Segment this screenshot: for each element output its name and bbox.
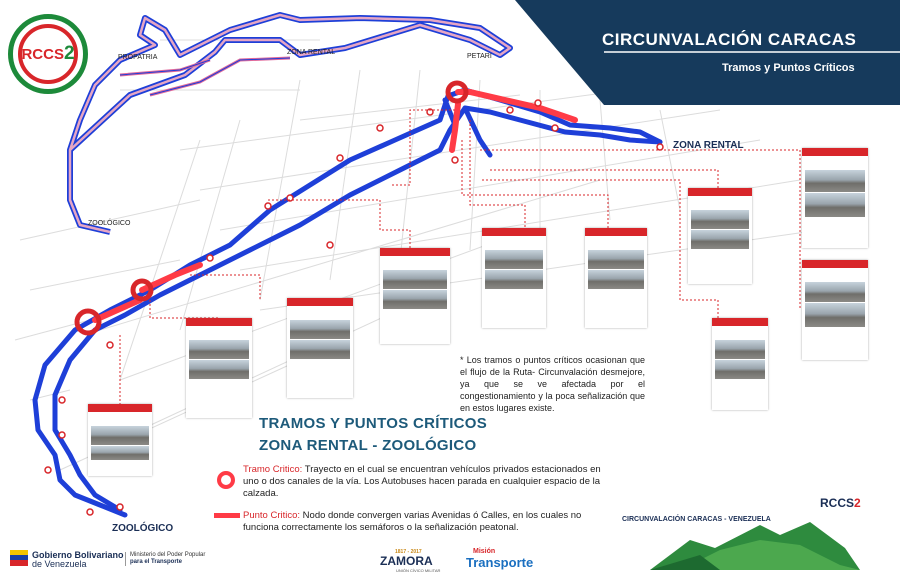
zamora-subtitle: UNIÓN CÍVICO MILITAR — [396, 568, 441, 573]
ministry-logo: Ministerio del Poder Popular para el Transporte — [125, 552, 205, 566]
critical-note: * Los tramos o puntos críticos ocasionan que el flujo de la Ruta- Circunvalación desmejore, ya que se ve afectada por el congestionamiento y la poca señalización que en estos lugares existe. — [460, 355, 645, 413]
legend-tramo: Tramo Critico: Trayecto en el cual se encuentran vehículos privados estacionados en uno o dos canales de la vía. Los Autobuses hacen parada en cualquier espacio de la calzada. — [243, 464, 601, 499]
section-title: TRAMOS Y PUNTOS CRÍTICOS ZONA RENTAL - ZOOLÓGICO — [259, 415, 488, 454]
place-petare: PETARI — [467, 53, 492, 60]
page-subtitle: Tramos y Puntos Críticos — [722, 62, 855, 74]
label-zoologico: ZOOLÓGICO — [112, 523, 174, 534]
zamora-years: 1817 - 2017 — [395, 549, 422, 555]
label-zona-rental: ZONA RENTAL — [673, 140, 744, 151]
place-zona-rental-top: ZONA RENTAL — [287, 49, 336, 56]
page-title: CIRCUNVALACIÓN CARACAS — [602, 30, 857, 49]
rccs2-logo: RCCS2 — [8, 14, 88, 94]
legend-icons — [214, 473, 240, 518]
gov-logo: Gobierno Bolivariano de Venezuela — [32, 550, 124, 569]
mountain-graphic — [650, 522, 860, 570]
tramo-legend-icon — [219, 473, 233, 487]
transporte-logo: Transporte — [466, 555, 534, 570]
leader-lines — [120, 110, 800, 405]
legend-punto: Punto Critico: Nodo donde convergen varias Avenidas ó Calles, en los cuales no funciona correctamente los semáforos o la señalización peatonal. — [243, 510, 582, 533]
punto-legend-icon — [214, 513, 240, 518]
place-propatria: PROPATRIA — [118, 54, 158, 61]
footer-label: CIRCUNVALACIÓN CARACAS - VENEZUELA — [622, 516, 771, 523]
footer-brand: RCCS2 — [820, 496, 861, 510]
place-zoologico-top: ZOOLÓGICO — [88, 220, 131, 227]
mision-label: Misión — [473, 548, 496, 555]
zamora-logo: ZAMORA — [380, 554, 433, 568]
